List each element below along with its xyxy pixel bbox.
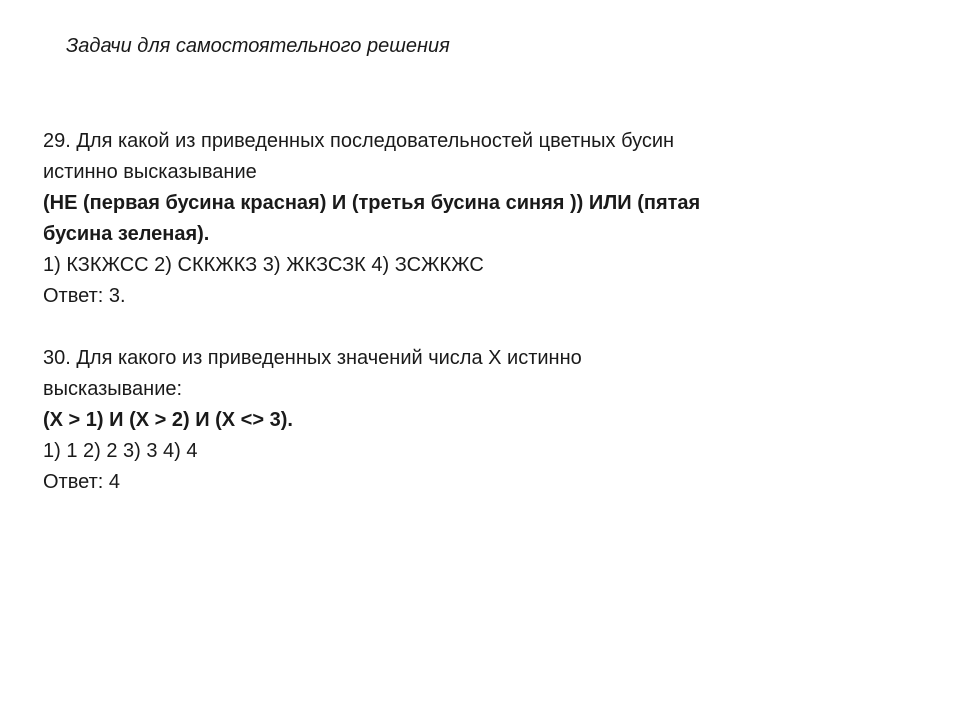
task29-expression-line1: (НЕ (первая бусина красная) И (третья бусина синяя )) ИЛИ (пятая xyxy=(43,192,701,214)
task30-question-line1: 30. Для какого из приведенных значений числа X истинно xyxy=(43,347,582,369)
task29-question-line1: 29. Для какой из приведенных последовательностей цветных бусин xyxy=(43,130,675,152)
slide-content xyxy=(43,126,903,498)
task30-question-line2: высказывание: xyxy=(43,378,183,400)
task30-answer: Ответ: 4 xyxy=(43,471,120,493)
task29-options: 1) КЗКЖСС 2) СККЖКЗ 3) ЖКЗСЗК 4) ЗСЖКЖС xyxy=(43,254,484,276)
task29-expression-line2: бусина зеленая). xyxy=(43,223,210,245)
task30-expression: (X > 1) И (X > 2) И (X <> 3). xyxy=(43,409,293,431)
task29-answer: Ответ: 3. xyxy=(43,285,126,307)
slide-heading: Задачи для самостоятельного решения xyxy=(66,35,450,57)
task29-question-line2: истинно высказывание xyxy=(43,161,257,183)
task30-options: 1) 1 2) 2 3) 3 4) 4 xyxy=(43,440,198,462)
task-separator xyxy=(43,312,903,343)
